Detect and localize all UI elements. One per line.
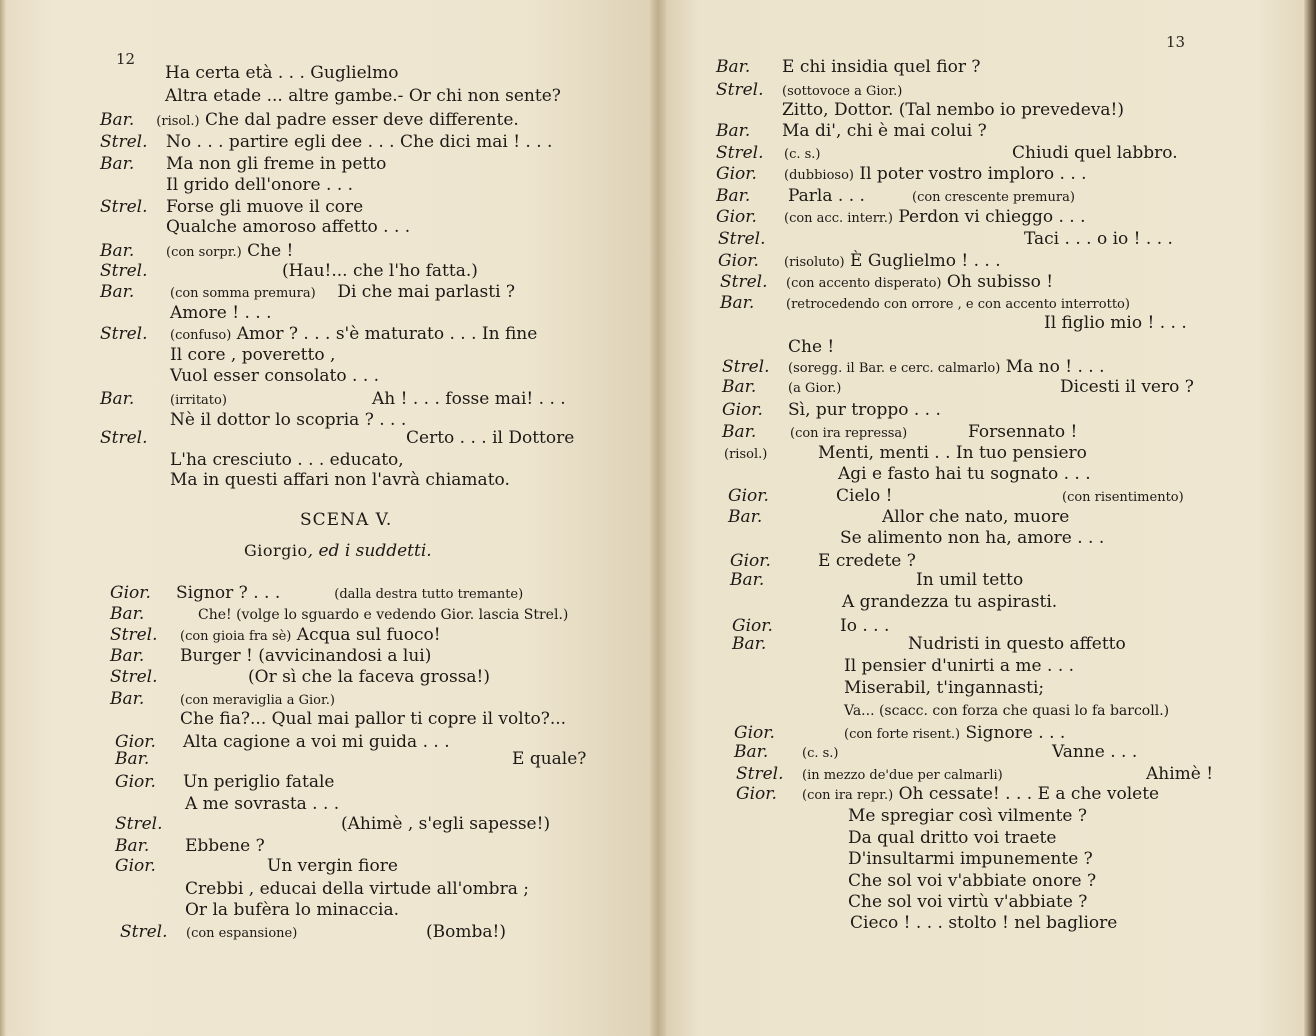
dialogue-line: Strel. (con gioia fra sè) Acqua sul fuoco! <box>110 625 441 645</box>
dialogue-line: Gior. E credete ? <box>730 551 916 571</box>
verse-line: A grandezza tu aspirasti. <box>842 592 1058 612</box>
verse-line: Miserabil, t'ingannasti; <box>844 678 1045 698</box>
dialogue-line: Gior. (con forte risent.) Signore . . . <box>734 723 1066 743</box>
dialogue-line: Bar. Nudristi in questo affetto <box>732 634 1126 654</box>
dialogue-line: Bar. (con somma premura) Di che mai parlasti ? <box>100 282 516 302</box>
dialogue-line: Strel. (con espansione) (Bomba!) <box>120 922 506 942</box>
verse-line: Il core , poveretto , <box>170 345 336 365</box>
page-edge-left <box>0 0 6 1036</box>
dialogue-line: (risol.) Menti, menti . . In tuo pensiero <box>724 443 1087 463</box>
dialogue-line: Gior. (dubbioso) Il poter vostro imploro . . . <box>716 164 1087 184</box>
dialogue-line: Gior. Alta cagione a voi mi guida . . . <box>115 732 450 752</box>
dialogue-line: Strel. (c. s.) Chiudi quel labbro. <box>716 143 1178 163</box>
dialogue-line: Bar. E chi insidia quel fior ? <box>716 57 981 77</box>
verse-line: Amore ! . . . <box>170 303 272 323</box>
dialogue-line: Bar. (retrocedendo con orrore , e con accento interrotto) <box>720 293 1130 313</box>
verse-line: Altra etade ... altre gambe.- Or chi non sente? <box>165 86 561 106</box>
dialogue-line: Strel. (soregg. il Bar. e cerc. calmarlo) Ma no ! . . . <box>722 357 1105 377</box>
dialogue-line: Bar. (con meraviglia a Gior.) <box>110 689 335 709</box>
verse-line: Me spregiar così vilmente ? <box>848 806 1087 826</box>
verse-line: Crebbi , educai della virtude all'ombra ; <box>185 879 529 899</box>
dialogue-line: Strel. Taci . . . o io ! . . . <box>718 229 1173 249</box>
verse-line: Ha certa età . . . Guglielmo <box>165 63 399 83</box>
dialogue-line: Bar. E quale? <box>115 749 587 769</box>
dialogue-line: Bar. (con ira repressa) Forsennato ! <box>722 422 1078 442</box>
verse-line: Ma in questi affari non l'avrà chiamato. <box>170 470 510 490</box>
dialogue-line: Bar. (risol.) Che dal padre esser deve differente. <box>100 110 519 130</box>
dialogue-line: Gior. (risoluto) È Guglielmo ! . . . <box>718 251 1001 271</box>
scene-title: SCENA V. <box>300 510 393 530</box>
dialogue-line: Bar. (con sorpr.) Che ! <box>100 241 294 261</box>
page-number-left: 12 <box>116 50 136 68</box>
dialogue-line: Bar. In umil tetto <box>730 570 1024 590</box>
dialogue-line: Strel. (sottovoce a Gior.) <box>716 80 903 100</box>
dialogue-line: Bar. Ma non gli freme in petto <box>100 154 387 174</box>
verse-line: Da qual dritto voi traete <box>848 828 1057 848</box>
dialogue-line: Bar. Ebbene ? <box>115 836 265 856</box>
dialogue-line: Gior. Io . . . <box>732 616 890 636</box>
dialogue-line: Strel. Certo . . . il Dottore <box>100 428 575 448</box>
dialogue-line: Gior. Signor ? . . . (dalla destra tutto tremante) <box>110 583 524 603</box>
dialogue-line: Bar. Allor che nato, muore <box>728 507 1070 527</box>
verse-line: Agi e fasto hai tu sognato . . . <box>838 464 1091 484</box>
page-edge-right <box>1304 0 1316 1036</box>
verse-line: Che sol voi v'abbiate onore ? <box>848 871 1097 891</box>
dialogue-line: Bar. Parla . . . (con crescente premura) <box>716 186 1075 206</box>
dialogue-line: Strel. (Ahimè , s'egli sapesse!) <box>115 814 551 834</box>
dialogue-line: Gior. Sì, pur troppo . . . <box>722 400 941 420</box>
verse-line: Cieco ! . . . stolto ! nel bagliore <box>850 913 1118 933</box>
dialogue-line: Bar. (a Gior.) Dicesti il vero ? <box>722 377 1194 397</box>
scene-characters: Giorgio, ed i suddetti. <box>244 541 432 561</box>
dialogue-line: Gior. Un vergin fiore <box>115 856 398 876</box>
page-number-right: 13 <box>1166 33 1186 51</box>
verse-line: Or la bufèra lo minaccia. <box>185 900 400 920</box>
verse-line: L'ha cresciuto . . . educato, <box>170 450 404 470</box>
dialogue-line: Gior. (con acc. interr.) Perdon vi chieggo . . . <box>716 207 1086 227</box>
dialogue-line: Strel. (in mezzo de'due per calmarli) Ahimè ! <box>736 764 1214 784</box>
verse-line: Va... (scacc. con forza che quasi lo fa barcoll.) <box>844 703 1170 719</box>
verse-line: Nè il dottor lo scopria ? . . . <box>170 410 407 430</box>
dialogue-line: Strel. (Hau!... che l'ho fatta.) <box>100 261 478 281</box>
book-gutter <box>650 0 666 1036</box>
dialogue-line: Strel. No . . . partire egli dee . . . Che dici mai ! . . . <box>100 132 553 152</box>
dialogue-line: Bar. (c. s.) Vanne . . . <box>734 742 1138 762</box>
verse-line: D'insultarmi impunemente ? <box>848 849 1093 869</box>
verse-line: Il pensier d'unirti a me . . . <box>844 656 1075 676</box>
verse-line: Se alimento non ha, amore . . . <box>840 528 1105 548</box>
dialogue-line: Gior. Cielo ! (con risentimento) <box>728 486 1184 506</box>
verse-line: Zitto, Dottor. (Tal nembo io prevedeva!) <box>782 100 1125 120</box>
dialogue-line: Bar. (irritato) Ah ! . . . fosse mai! . . . <box>100 389 566 409</box>
dialogue-line: Gior. Un periglio fatale <box>115 772 335 792</box>
dialogue-line: Strel. (confuso) Amor ? . . . s'è maturato . . . In fine <box>100 324 538 344</box>
dialogue-line: Strel. Forse gli muove il core <box>100 197 364 217</box>
verse-line: Vuol esser consolato . . . <box>170 366 380 386</box>
verse-line: Che sol voi virtù v'abbiate ? <box>848 892 1088 912</box>
dialogue-line: Bar. Burger ! (avvicinandosi a lui) <box>110 646 432 666</box>
verse-line: Il figlio mio ! . . . <box>1044 313 1187 333</box>
verse-line: Che fia?... Qual mai pallor ti copre il volto?... <box>180 709 567 729</box>
dialogue-line: Strel. (Or sì che la faceva grossa!) <box>110 667 491 687</box>
verse-line: Che ! <box>788 337 835 357</box>
dialogue-line: Strel. (con accento disperato) Oh subisso ! <box>720 272 1054 292</box>
verse-line: Il grido dell'onore . . . <box>166 175 354 195</box>
verse-line: A me sovrasta . . . <box>185 794 340 814</box>
dialogue-line: Bar. Che! (volge lo sguardo e vedendo Gior. lascia Strel.) <box>110 604 569 624</box>
dialogue-line: Gior. (con ira repr.) Oh cessate! . . . E a che volete <box>736 784 1160 804</box>
verse-line: Qualche amoroso affetto . . . <box>166 217 411 237</box>
dialogue-line: Bar. Ma di', chi è mai colui ? <box>716 121 987 141</box>
